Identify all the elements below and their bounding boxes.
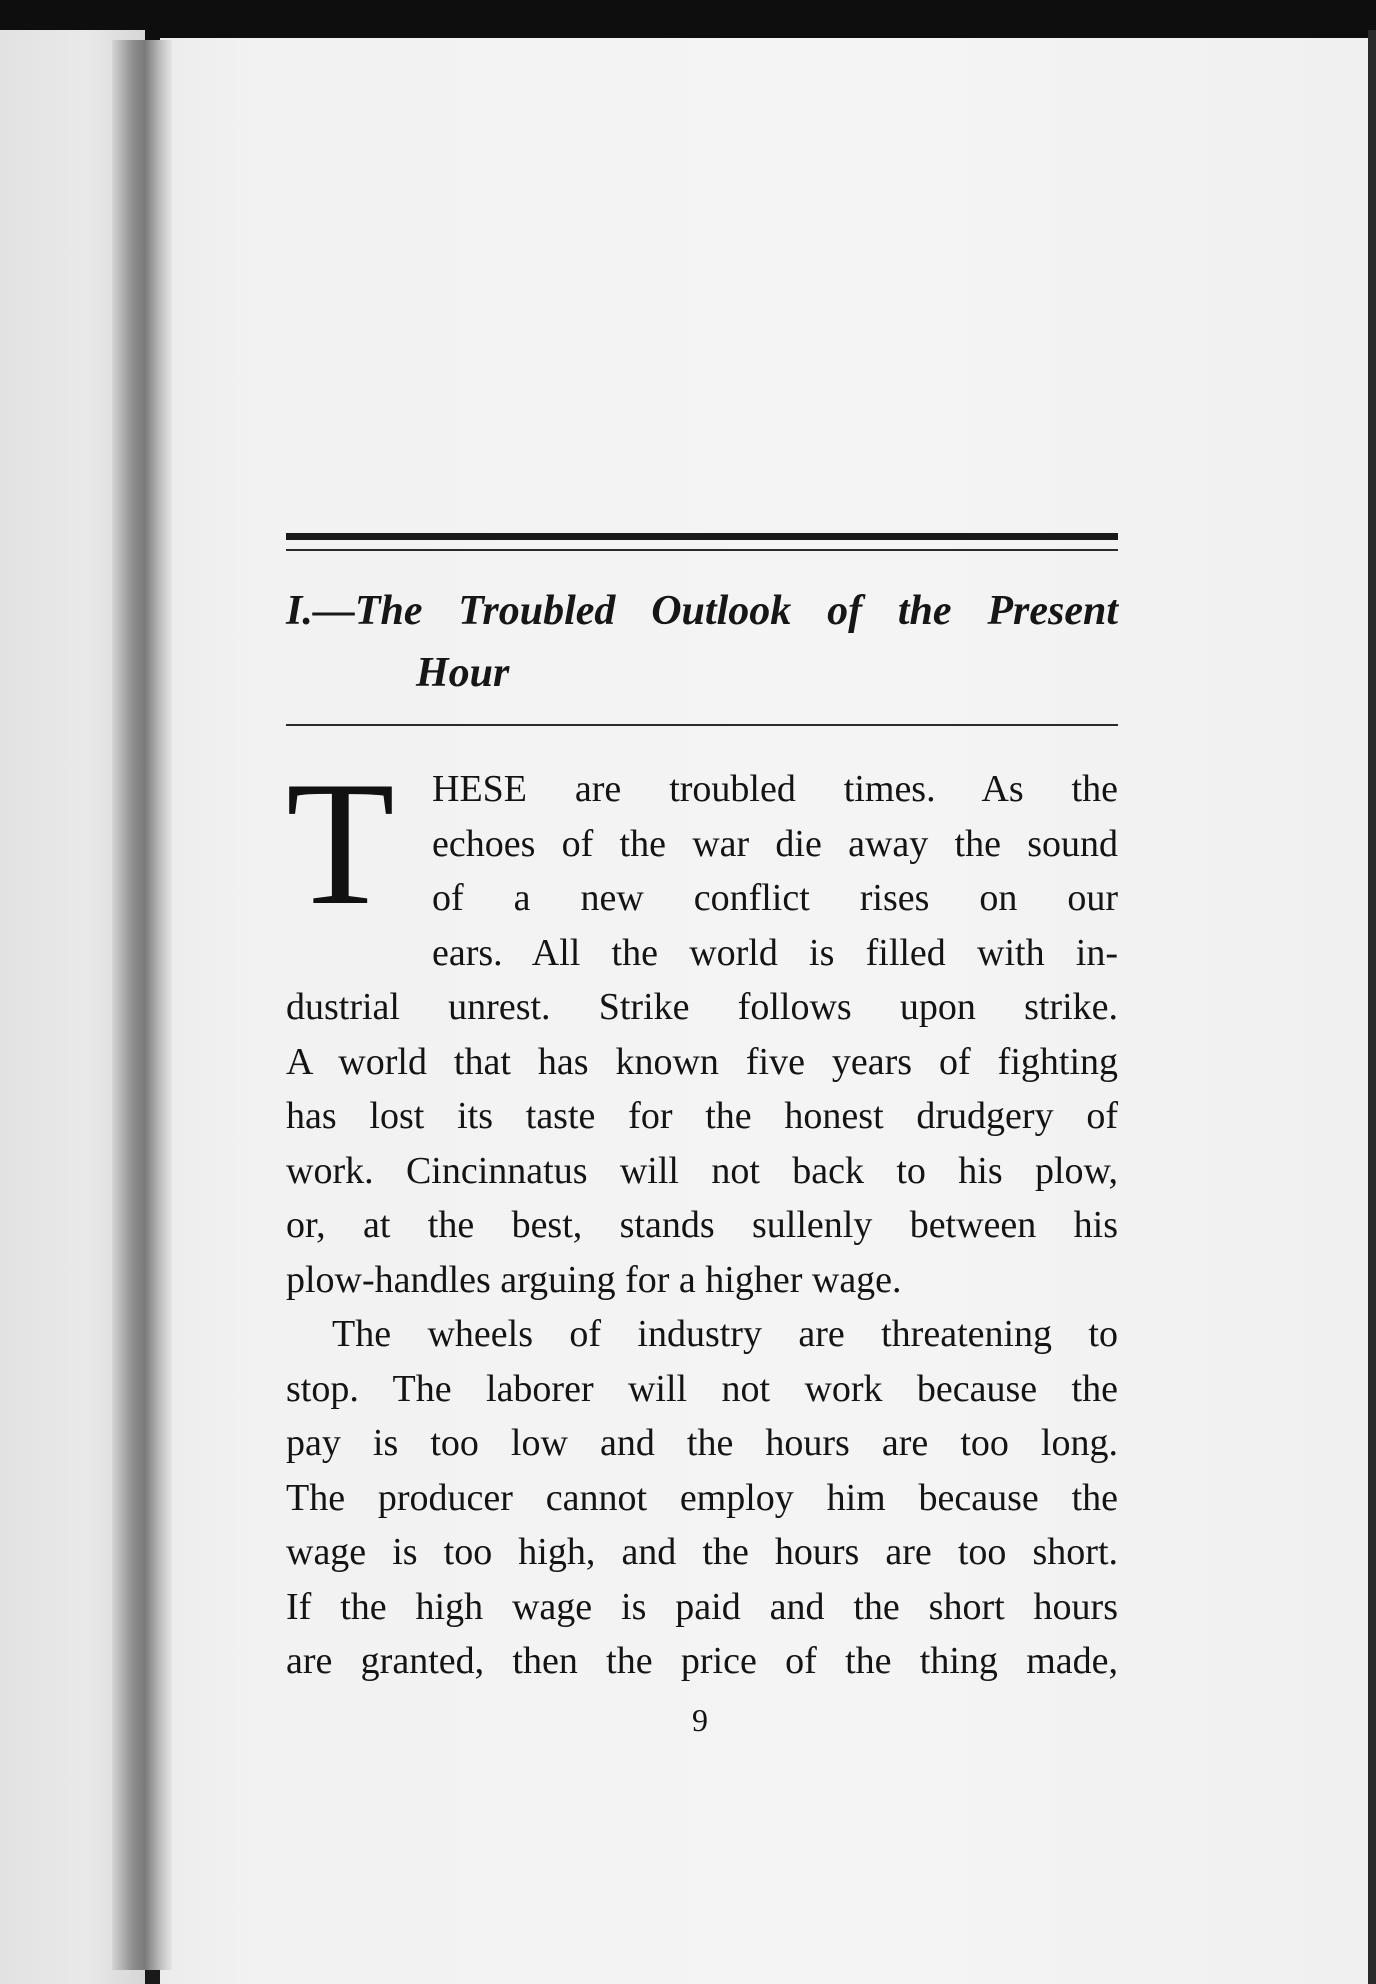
body-text [286,744,1118,1689]
scan-border-top [0,0,1376,40]
drop-cap: T [286,744,395,942]
text-line: If the high wage is paid and the short hours [286,1585,1118,1628]
text-line: HESE are troubled times. As the [432,768,1118,810]
book-gutter [112,40,172,1970]
text-line: The producer cannot employ him because the [286,1476,1118,1519]
text-line: echoes of the war die away the sound [432,822,1118,865]
text-line: has lost its taste for the honest drudgery of [286,1095,1118,1137]
text-line: pay is too low and the hours are too long. [286,1422,1118,1464]
text-line: stop. The laborer will not work because the [286,1367,1118,1410]
text-line: of a new conflict rises on our [432,877,1118,919]
chapter-rule-thin-bottom [286,724,1118,726]
text-line: are granted, then the price of the thing made, [286,1640,1118,1682]
chapter-rule-thick [286,533,1118,540]
scan-border-right [1368,30,1376,1984]
chapter-title-line-1: I.—The Troubled Outlook of the Present [286,588,1118,634]
paragraph-2 [286,1307,1118,1689]
text-line: A world that has known five years of fighting [286,1040,1118,1083]
paragraph-1 [286,744,1118,1307]
text-line: work. Cincinnatus will not back to his plow, [286,1149,1118,1192]
text-line: plow-handles arguing for a higher wage. [286,1258,902,1301]
text-line: wage is too high, and the hours are too short. [286,1531,1118,1573]
chapter-title-line-2: Hour [416,650,510,696]
text-line: ears. All the world is filled with in- [432,931,1118,974]
text-line: The wheels of industry are threatening to [332,1313,1118,1355]
chapter-title [286,580,1118,704]
text-line: dustrial unrest. Strike follows upon strike. [286,986,1118,1028]
text-line: or, at the best, stands sullenly between his [286,1204,1118,1246]
page-number: 9 [692,1702,708,1738]
chapter-rule-thin-top [286,549,1118,551]
